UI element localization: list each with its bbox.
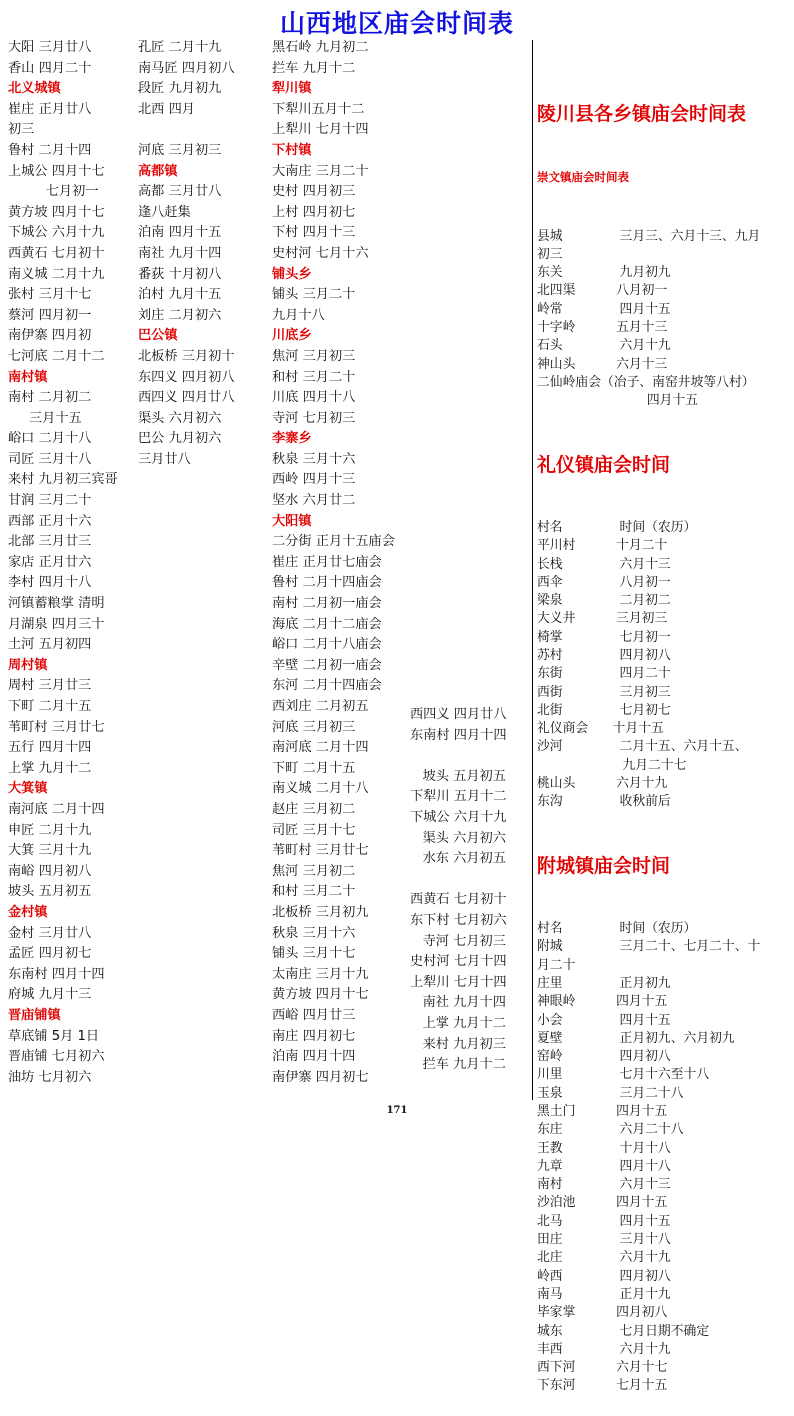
festival-entry: 沙泊池 四月十五	[537, 1195, 668, 1211]
festival-entry: 东下村 七月初六	[410, 912, 507, 928]
festival-entry: 西四义 四月廿八	[138, 390, 235, 406]
festival-entry: 东街 四月二十	[537, 666, 671, 682]
festival-entry: 村名 时间（农历）	[537, 519, 697, 535]
town-heading: 金村镇	[8, 904, 48, 920]
festival-entry: 上犁川 七月十四	[410, 974, 507, 990]
festival-entry: 和村 三月二十	[272, 884, 356, 900]
section-title-fucheng: 附城镇庙会时间	[537, 854, 671, 877]
festival-entry: 七月初一	[8, 184, 99, 200]
festival-entry: 蔡河 四月初一	[8, 307, 92, 323]
festival-entry: 三月十五	[8, 410, 82, 426]
festival-entry: 西下河 六月十七	[537, 1360, 668, 1376]
festival-entry: 苇町村 三月廿七	[272, 843, 369, 859]
festival-entry: 泊南 四月十四	[272, 1049, 356, 1065]
festival-entry: 月湖泉 四月三十	[8, 616, 105, 632]
festival-entry: 神山头 六月十三	[537, 356, 668, 372]
festival-entry: 下东河 七月十五	[537, 1378, 668, 1394]
town-heading: 北义城镇	[8, 81, 61, 97]
festival-entry: 西刘庄 二月初五	[272, 699, 369, 714]
town-heading: 铺头乡	[272, 266, 312, 282]
festival-entry: 晋庙铺 七月初六	[8, 1049, 105, 1065]
festival-entry: 大南庄 三月二十	[272, 163, 369, 179]
festival-entry: 司匠 三月十七	[272, 822, 356, 838]
festival-entry: 北部 三月廿三	[8, 534, 92, 550]
festival-entry: 附城 三月二十、七月二十、十	[537, 939, 761, 955]
festival-entry: 孔匠 二月十九	[138, 40, 222, 55]
festival-entry: 焦河 三月初三	[272, 348, 356, 364]
festival-entry: 初三	[537, 246, 563, 262]
festival-entry: 拦车 九月十二	[272, 60, 356, 76]
festival-entry: 西岭 四月十三	[272, 472, 356, 488]
festival-entry	[410, 870, 507, 891]
festival-entry: 家店 正月廿六	[8, 554, 92, 570]
festival-entry: 上掌 九月十二	[410, 1015, 506, 1031]
festival-entry: 小会 四月十五	[537, 1012, 671, 1028]
festival-entry: 南伊寨 四月初	[8, 328, 92, 344]
festival-entry: 南伊寨 四月初七	[272, 1069, 369, 1085]
festival-entry: 河底 三月初三	[138, 142, 222, 158]
festival-entry: 油坊 七月初六	[8, 1069, 92, 1085]
festival-entry: 西四义 四月廿八	[410, 707, 507, 722]
festival-entry: 二仙岭庙会（冶子、南窑井坡等八村）	[537, 374, 755, 390]
festival-entry: 下村 四月十三	[272, 225, 356, 241]
festival-entry: 鲁村 二月十四	[8, 142, 92, 158]
festival-entry: 十字岭 五月十三	[537, 320, 668, 336]
festival-entry: 大义井 三月初三	[537, 611, 668, 627]
festival-entry: 土河 五月初四	[8, 637, 92, 653]
column-1	[8, 38, 118, 1088]
festival-entry: 毕家掌 四月初八	[537, 1305, 668, 1321]
festival-entry: 拦车 九月十二	[410, 1057, 506, 1073]
festival-entry: 上犁川 七月十四	[272, 122, 369, 138]
festival-entry	[138, 120, 258, 141]
festival-entry: 七河底 二月十二	[8, 348, 105, 364]
festival-entry: 南村 二月初二	[8, 390, 92, 406]
festival-entry: 玉泉 三月二十八	[537, 1085, 684, 1101]
festival-entry: 南村 二月初一庙会	[272, 596, 382, 612]
festival-entry: 岭西 四月初八	[537, 1268, 671, 1284]
festival-entry: 西黄石 七月初十	[410, 892, 507, 908]
festival-entry: 王教 十月十八	[537, 1140, 671, 1156]
festival-entry: 李村 四月十八	[8, 575, 92, 591]
festival-entry: 下城公 六月十九	[410, 809, 507, 825]
festival-entry: 渠头 六月初六	[410, 830, 506, 846]
festival-entry: 苇町村 三月廿七	[8, 719, 105, 735]
town-heading: 南村镇	[8, 369, 48, 385]
festival-entry: 下犁川 五月十二	[410, 789, 507, 805]
festival-entry: 南峪 四月初八	[8, 863, 92, 879]
liyi-list	[537, 519, 760, 812]
festival-entry: 史村河 七月十四	[410, 954, 507, 970]
section-title-liyi: 礼仪镇庙会时间	[537, 453, 671, 476]
festival-entry: 沙河 二月十五、六月十五、	[537, 739, 748, 755]
festival-entry: 甘润 三月二十	[8, 493, 92, 509]
festival-entry: 田庄 三月十八	[537, 1232, 671, 1248]
festival-entry: 东河 二月十四庙会	[272, 678, 382, 694]
festival-entry: 东南村 四月十四	[410, 727, 507, 743]
festival-entry: 段匠 九月初九	[138, 81, 222, 97]
festival-entry: 城东 七月日期不确定	[537, 1323, 710, 1339]
town-heading: 犁川镇	[272, 81, 312, 97]
town-heading: 下村镇	[272, 142, 312, 158]
festival-entry: 川里 七月十六至十八	[537, 1067, 710, 1083]
festival-entry: 张村 三月十七	[8, 287, 92, 303]
festival-entry: 月二十	[537, 957, 576, 973]
festival-entry: 刘庄 二月初六	[138, 307, 222, 323]
festival-entry: 赵庄 三月初二	[272, 801, 356, 817]
festival-entry: 下町 二月十五	[8, 699, 92, 714]
festival-entry: 东四义 四月初八	[138, 369, 235, 385]
subsection-title-chongwen: 崇文镇庙会时间表	[537, 170, 629, 185]
festival-entry: 上村 四月初七	[272, 204, 356, 220]
festival-entry: 金村 三月廿八	[8, 925, 92, 941]
festival-entry: 史村河 七月十六	[272, 245, 369, 261]
festival-entry: 北板桥 三月初十	[138, 348, 235, 364]
festival-entry: 四月十五	[537, 393, 699, 409]
festival-entry: 巴公 九月初六	[138, 431, 222, 447]
festival-entry: 岭常 四月十五	[537, 301, 671, 317]
festival-entry: 黄方坡 四月十七	[8, 204, 105, 220]
festival-entry: 黄方坡 四月十七	[272, 987, 369, 1003]
festival-entry: 初三	[8, 122, 35, 138]
column-divider	[532, 40, 533, 1100]
town-heading: 大阳镇	[272, 513, 312, 529]
festival-entry: 坡头 五月初五	[410, 768, 506, 784]
festival-entry: 来村 九月初三宾哥	[8, 472, 118, 488]
festival-entry: 番荻 十月初八	[138, 266, 222, 282]
column-3	[272, 38, 395, 1088]
festival-entry: 申匠 二月十九	[8, 822, 92, 838]
festival-entry: 梁泉 二月初二	[537, 593, 671, 609]
festival-entry: 西街 三月初三	[537, 684, 671, 700]
page-title: 山西地区庙会时间表	[279, 9, 514, 38]
town-heading: 巴公镇	[138, 328, 178, 344]
festival-entry: 平川村 十月二十	[537, 538, 668, 554]
town-heading: 周村镇	[8, 657, 48, 673]
fucheng-list	[537, 920, 760, 1396]
festival-entry: 苏村 四月初八	[537, 647, 671, 663]
town-heading: 李寨乡	[272, 431, 312, 447]
page-number: 171	[386, 1105, 408, 1116]
festival-entry: 峪口 二月十八庙会	[272, 637, 382, 653]
festival-entry: 南村 六月十三	[537, 1177, 671, 1193]
festival-entry: 河镇蓄粮掌 清明	[8, 596, 105, 612]
festival-entry: 泊南 四月十五	[138, 225, 222, 241]
festival-entry: 西峪 四月廿三	[272, 1007, 356, 1023]
festival-entry: 下犁川五月十二	[272, 101, 365, 117]
festival-entry: 上掌 九月十二	[8, 760, 92, 776]
festival-entry: 东沟 收秋前后	[537, 794, 671, 810]
festival-entry: 崔庄 正月廿八	[8, 101, 92, 117]
town-heading: 晋庙铺镇	[8, 1007, 61, 1023]
festival-entry: 南马 正月十九	[537, 1286, 671, 1302]
festival-entry: 夏壁 正月初九、六月初九	[537, 1030, 735, 1046]
festival-entry: 东庄 六月二十八	[537, 1122, 684, 1138]
festival-entry: 坡头 五月初五	[8, 884, 92, 900]
festival-entry: 下城公 六月十九	[8, 225, 105, 241]
festival-entry: 辛壁 二月初一庙会	[272, 657, 382, 673]
festival-entry: 上城公 四月十七	[8, 163, 105, 179]
festival-entry: 神眼岭 四月十五	[537, 994, 668, 1010]
festival-entry: 大箕 三月十九	[8, 843, 92, 859]
festival-entry: 南义城 二月十八	[272, 781, 369, 797]
festival-entry: 五行 四月十四	[8, 740, 92, 756]
town-heading: 川底乡	[272, 328, 312, 344]
festival-entry: 焦河 三月初二	[272, 863, 356, 879]
festival-entry: 高都 三月廿八	[138, 184, 222, 200]
festival-entry: 庄里 正月初九	[537, 975, 671, 991]
festival-entry: 逢八赶集	[138, 204, 191, 220]
festival-entry: 下町 二月十五	[272, 760, 356, 776]
festival-entry: 渠头 六月初六	[138, 410, 222, 426]
festival-entry: 水东 六月初五	[410, 851, 506, 867]
festival-entry: 县城 三月三、六月十三、九月	[537, 228, 761, 244]
festival-entry: 香山 四月二十	[8, 60, 92, 76]
festival-entry: 南社 九月十四	[410, 995, 506, 1011]
festival-entry: 史村 四月初三	[272, 184, 356, 200]
festival-entry: 西黄石 七月初十	[8, 245, 105, 261]
festival-entry: 椅掌 七月初一	[537, 629, 671, 645]
festival-entry: 三月廿八	[138, 451, 191, 467]
section-title-lingchuan: 陵川县各乡镇庙会时间表	[537, 103, 747, 126]
festival-entry: 北板桥 三月初九	[272, 904, 369, 920]
festival-entry: 南社 九月十四	[138, 245, 222, 261]
festival-entry: 太南庄 三月十九	[272, 966, 369, 982]
festival-entry: 礼仪商会 十月十五	[537, 721, 664, 737]
festival-entry: 草底铺 5月 1日	[8, 1028, 100, 1044]
festival-entry: 北西 四月	[138, 101, 195, 117]
column-2	[138, 38, 258, 470]
festival-entry: 北街 七月初七	[537, 702, 671, 718]
festival-entry: 南河底 二月十四	[272, 740, 369, 756]
festival-entry: 大阳 三月廿八	[8, 40, 92, 55]
festival-entry: 南马匠 四月初八	[138, 60, 235, 76]
town-heading: 高都镇	[138, 163, 178, 179]
festival-entry: 泊村 九月十五	[138, 287, 222, 303]
festival-entry: 川底 四月十八	[272, 390, 356, 406]
festival-entry: 周村 三月廿三	[8, 678, 92, 694]
festival-entry: 二分街 正月十五庙会	[272, 534, 395, 550]
festival-entry: 铺头 三月十七	[272, 946, 356, 962]
festival-entry: 秋泉 三月十六	[272, 451, 356, 467]
festival-entry: 北庄 六月十九	[537, 1250, 671, 1266]
festival-entry: 鲁村 二月十四庙会	[272, 575, 382, 591]
column-4	[410, 705, 507, 1076]
festival-entry: 南义城 二月十九	[8, 266, 105, 282]
festival-entry: 村名 时间（农历）	[537, 921, 697, 937]
festival-entry: 九月十八	[272, 307, 325, 323]
festival-entry: 九月二十七	[537, 757, 687, 773]
festival-entry: 司匠 三月十八	[8, 451, 92, 467]
festival-entry: 北马 四月十五	[537, 1213, 671, 1229]
festival-entry: 窑岭 四月初八	[537, 1049, 671, 1065]
festival-entry: 海底 二月十二庙会	[272, 616, 382, 632]
festival-entry: 寺河 七月初三	[410, 933, 506, 949]
festival-entry: 长栈 六月十三	[537, 556, 671, 572]
festival-entry: 峪口 二月十八	[8, 431, 92, 447]
festival-entry	[410, 746, 507, 767]
town-heading: 大箕镇	[8, 781, 48, 797]
festival-entry: 丰西 六月十九	[537, 1341, 671, 1357]
festival-entry: 和村 三月二十	[272, 369, 356, 385]
festival-entry: 河底 三月初三	[272, 719, 356, 735]
festival-entry: 寺河 七月初三	[272, 410, 356, 426]
festival-entry: 西部 正月十六	[8, 513, 92, 529]
chongwen-list	[537, 228, 760, 411]
festival-entry: 黑土门 四月十五	[537, 1104, 668, 1119]
festival-entry: 孟匠 四月初七	[8, 946, 92, 962]
festival-entry: 九章 四月十八	[537, 1158, 671, 1174]
festival-entry: 黑石岭 九月初二	[272, 40, 369, 55]
festival-entry: 东关 九月初九	[537, 265, 671, 281]
festival-entry: 来村 九月初三	[410, 1036, 506, 1052]
festival-entry: 府城 九月十三	[8, 987, 92, 1003]
festival-entry: 崔庄 正月廿七庙会	[272, 554, 382, 570]
festival-entry: 秋泉 三月十六	[272, 925, 356, 941]
festival-entry: 桃山头 六月十九	[537, 776, 668, 792]
festival-entry: 石头 六月十九	[537, 338, 671, 354]
festival-entry: 东南村 四月十四	[8, 966, 105, 982]
festival-entry: 北四渠 八月初一	[537, 283, 668, 299]
right-column	[537, 60, 760, 1416]
festival-entry: 铺头 三月二十	[272, 287, 356, 303]
festival-entry: 西伞 八月初一	[537, 574, 671, 590]
festival-entry: 坚水 六月廿二	[272, 493, 356, 509]
festival-entry: 南河底 二月十四	[8, 801, 105, 817]
festival-entry: 南庄 四月初七	[272, 1028, 356, 1044]
